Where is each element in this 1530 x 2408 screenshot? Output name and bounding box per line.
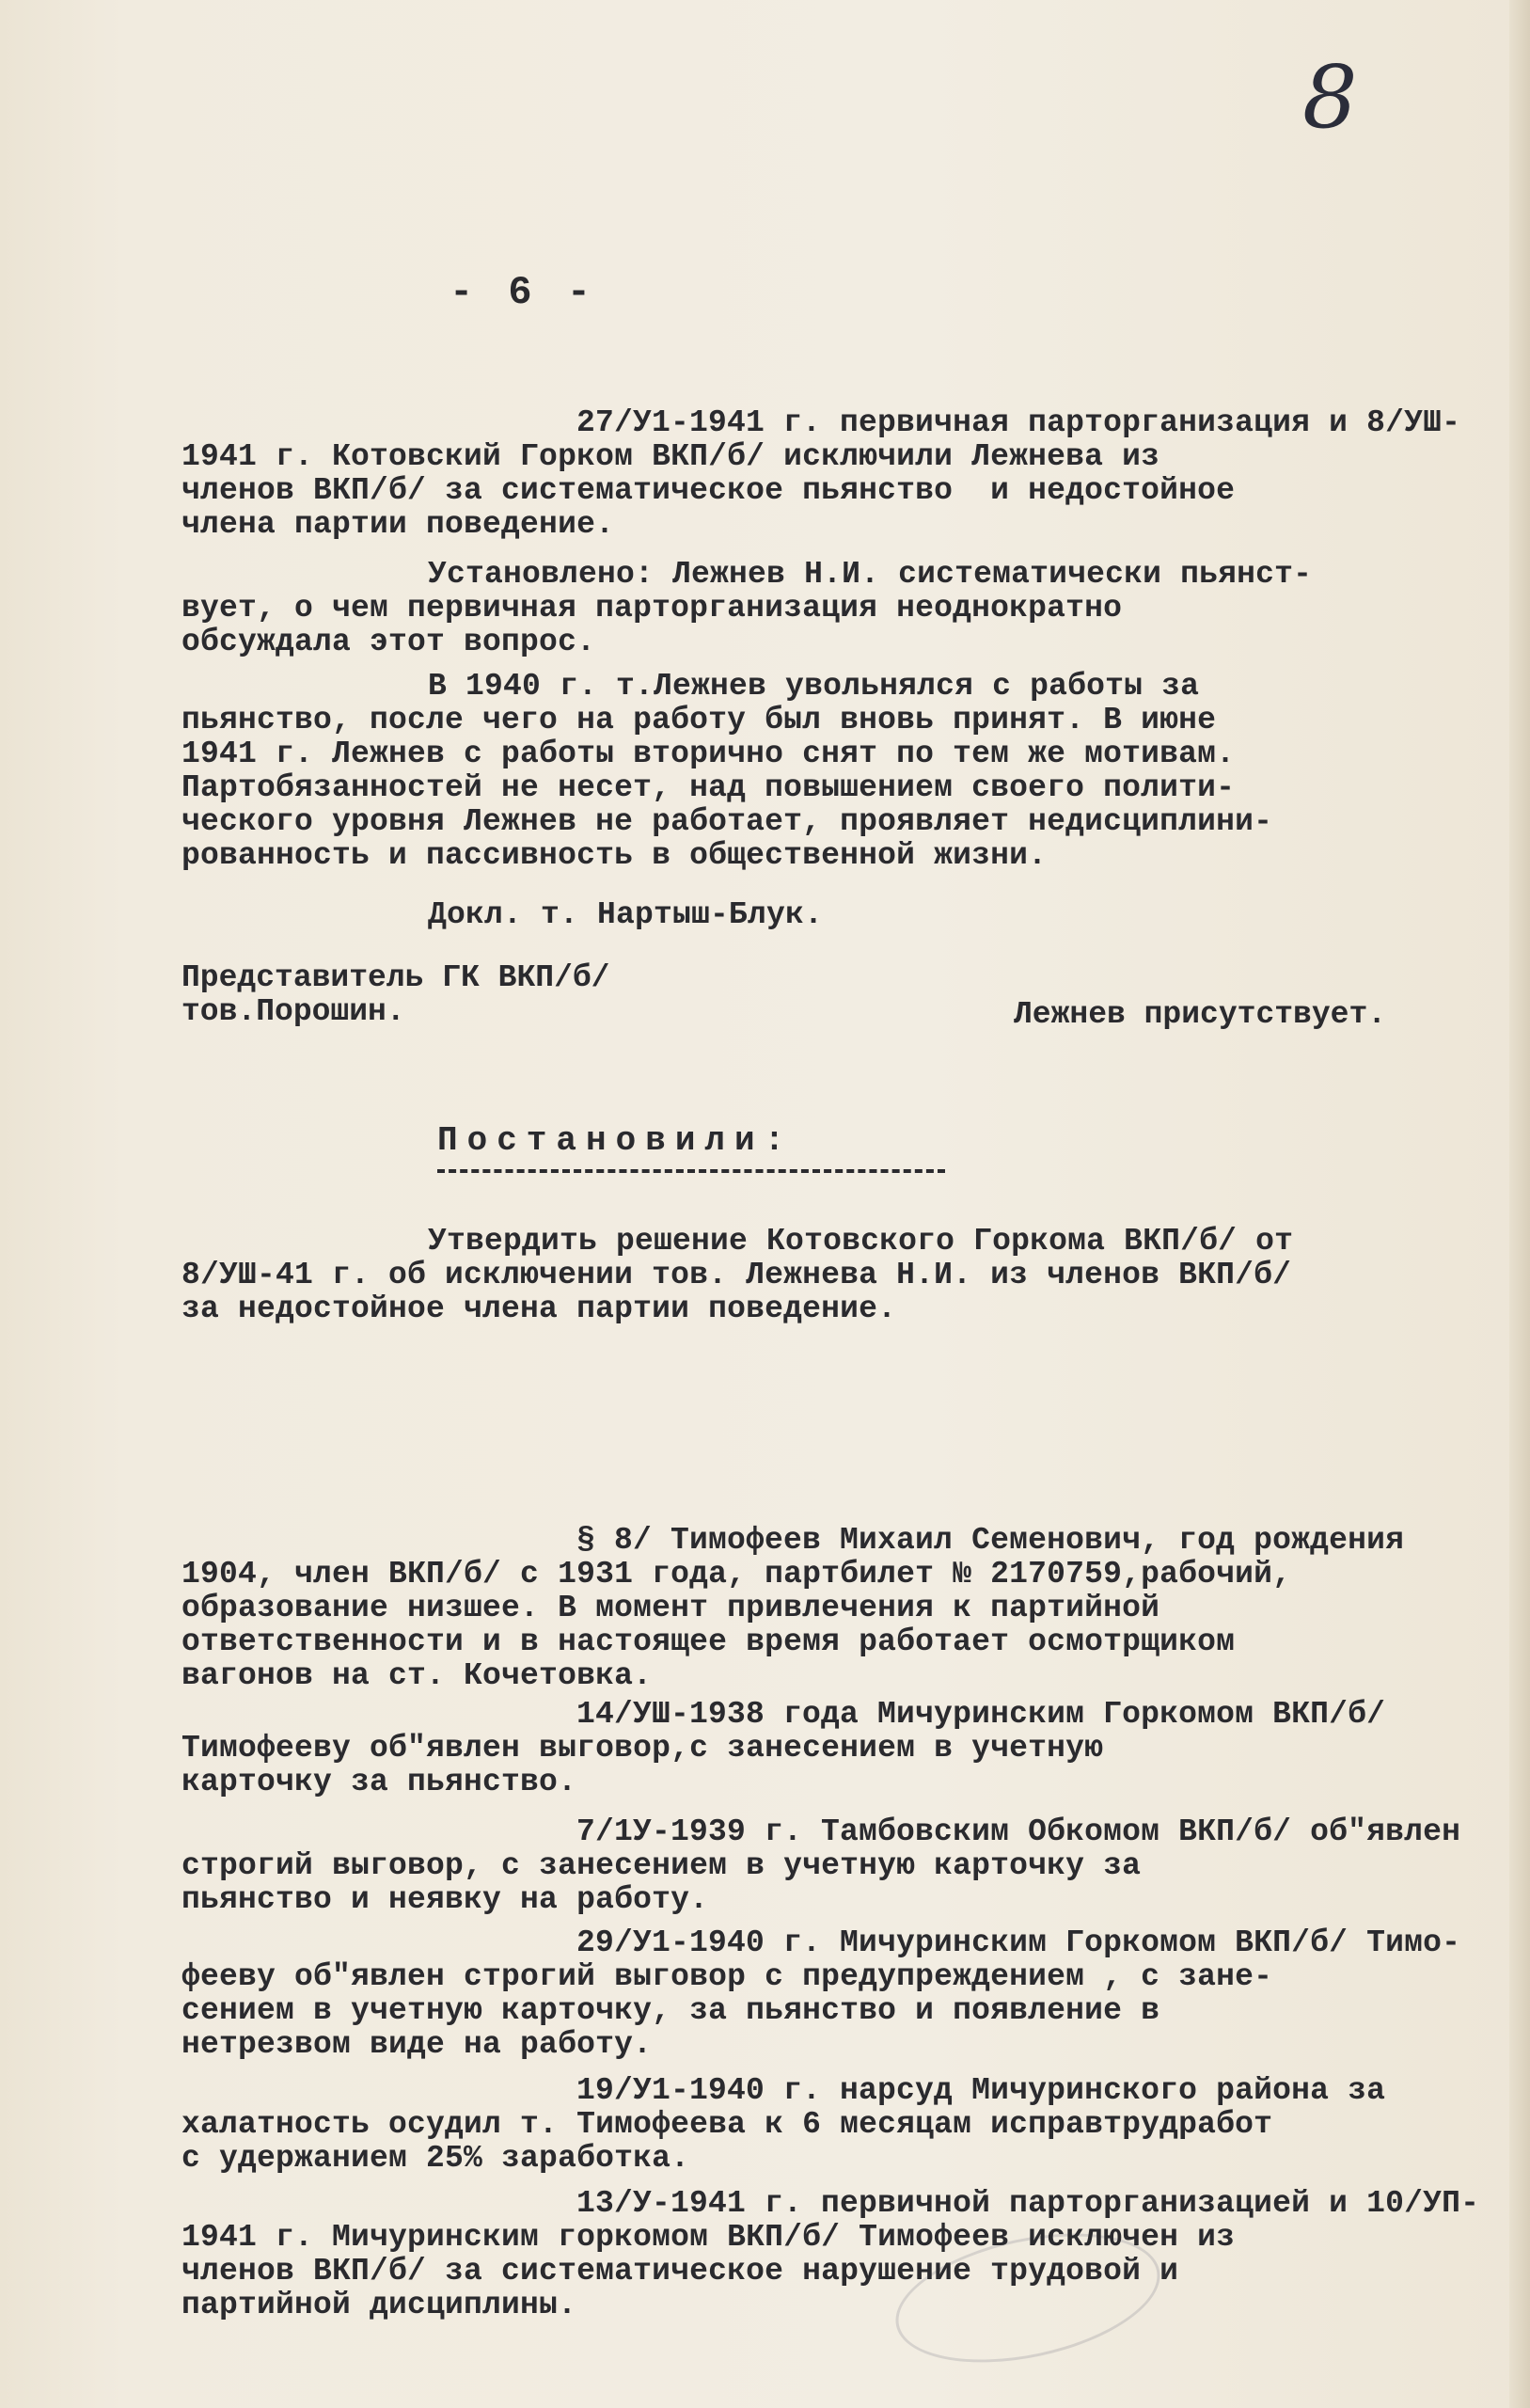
text-line: партийной дисциплины. (181, 2288, 577, 2322)
text-line: членов ВКП/б/ за систематическое пьянство и недостойное (181, 473, 1236, 508)
text-line: обсуждала этот вопрос. (181, 625, 596, 659)
text-line: рованность и пассивность в общественной жизни. (181, 838, 1048, 873)
text-line: сением в учетную карточку, за пьянство и появление в (181, 1993, 1160, 2028)
text-line: Представитель ГК ВКП/б/ (181, 960, 610, 995)
text-line: Партобязанностей не несет, над повышением своего полити- (181, 770, 1236, 805)
text-line: ответственности и в настоящее время работает осмотрщиком (181, 1624, 1236, 1659)
resolution-paragraph (181, 1225, 1498, 1326)
case8-paragraph-2 (181, 1815, 1498, 1917)
text-line: пьянство и неявку на работу. (181, 1882, 709, 1917)
text-line: Установлено: Лежнев Н.И. систематически пьянст- (428, 557, 1313, 592)
heading-underline (437, 1169, 945, 1173)
case8-intro (181, 1524, 1498, 1693)
case8-paragraph-1 (181, 1698, 1498, 1799)
text-line: 1941 г. Котовский Горком ВКП/б/ исключили Лежнева из (181, 439, 1160, 474)
text-line: 19/У1-1940 г. нарсуд Мичуринского района за (576, 2073, 1386, 2108)
text-line: 7/1У-1939 г. Тамбовским Обкомом ВКП/б/ об"явлен (576, 1814, 1461, 1849)
case7-paragraph-2 (181, 558, 1498, 659)
case7-paragraph-1 (181, 406, 1498, 542)
text-line: строгий выговор, с занесением в учетную карточку за (181, 1848, 1142, 1883)
text-line: 27/У1-1941 г. первичная парторганизация и 8/УШ- (576, 405, 1461, 440)
report-line (181, 898, 1498, 932)
text-line: тов.Порошин. (181, 994, 405, 1029)
text-line: 13/У-1941 г. первичной парторганизацией и 10/УП- (576, 2186, 1480, 2221)
text-line: Утвердить решение Котовского Горкома ВКП/б/ от (428, 1224, 1294, 1259)
text-line: члена партии поведение. (181, 507, 615, 542)
page-number: - 6 - (450, 270, 597, 315)
text-line: фееву об"явлен строгий выговор с предупреждением , с зане- (181, 1959, 1273, 1994)
present-note: Лежнев присутствует. (1014, 997, 1387, 1032)
resolved-heading: Постановили: (437, 1121, 795, 1160)
text-line: нетрезвом виде на работу. (181, 2027, 653, 2062)
text-line: 8/УШ-41 г. об исключении тов. Лежнева Н.И. из членов ВКП/б/ (181, 1258, 1292, 1292)
text-line: образование низшее. В момент привлечения к партийной (181, 1591, 1160, 1625)
text-line: членов ВКП/б/ за систематическое нарушение трудовой и (181, 2254, 1179, 2289)
text-line: 1941 г. Мичуринским горкомом ВКП/б/ Тимофеев исключен из (181, 2220, 1236, 2255)
text-line: за недостойное члена партии поведение. (181, 1291, 897, 1326)
text-line: карточку за пьянство. (181, 1765, 577, 1799)
text-line: В 1940 г. т.Лежнев увольнялся с работы за (428, 669, 1200, 704)
page-edge (1509, 0, 1530, 2408)
case8-paragraph-3 (181, 1926, 1498, 2062)
archive-page-number: 8 (1302, 47, 1358, 148)
text-line: 1941 г. Лежнев с работы вторично снят по тем же мотивам. (181, 737, 1236, 771)
text-line: 29/У1-1940 г. Мичуринским Горкомом ВКП/б/ Тимо- (576, 1925, 1461, 1960)
text-line: с удержанием 25% заработка. (181, 2141, 690, 2176)
text-line: 1904, член ВКП/б/ с 1931 года, партбилет № 2170759,рабочий, (181, 1557, 1292, 1592)
text-line: ческого уровня Лежнев не работает, проявляет недисциплини- (181, 804, 1273, 839)
text-line: вует, о чем первичная парторганизация неоднократно (181, 591, 1123, 626)
text-line: 14/УШ-1938 года Мичуринским Горкомом ВКП/б/ (576, 1697, 1386, 1732)
case7-paragraph-3 (181, 670, 1498, 873)
text-line: халатность осудил т. Тимофеева к 6 месяцам исправтрудработ (181, 2107, 1273, 2142)
case8-paragraph-4 (181, 2074, 1498, 2176)
text-line: Тимофееву об"явлен выговор,с занесением в учетную (181, 1731, 1104, 1766)
text-line: пьянство, после чего на работу был вновь принят. В июне (181, 703, 1217, 737)
text-line: вагонов на ст. Кочетовка. (181, 1658, 653, 1693)
text-line: Докл. т. Нартыш-Блук. (428, 897, 824, 932)
case8-paragraph-5 (181, 2187, 1498, 2322)
text-line: § 8/ Тимофеев Михаил Семенович, год рождения (576, 1523, 1405, 1558)
